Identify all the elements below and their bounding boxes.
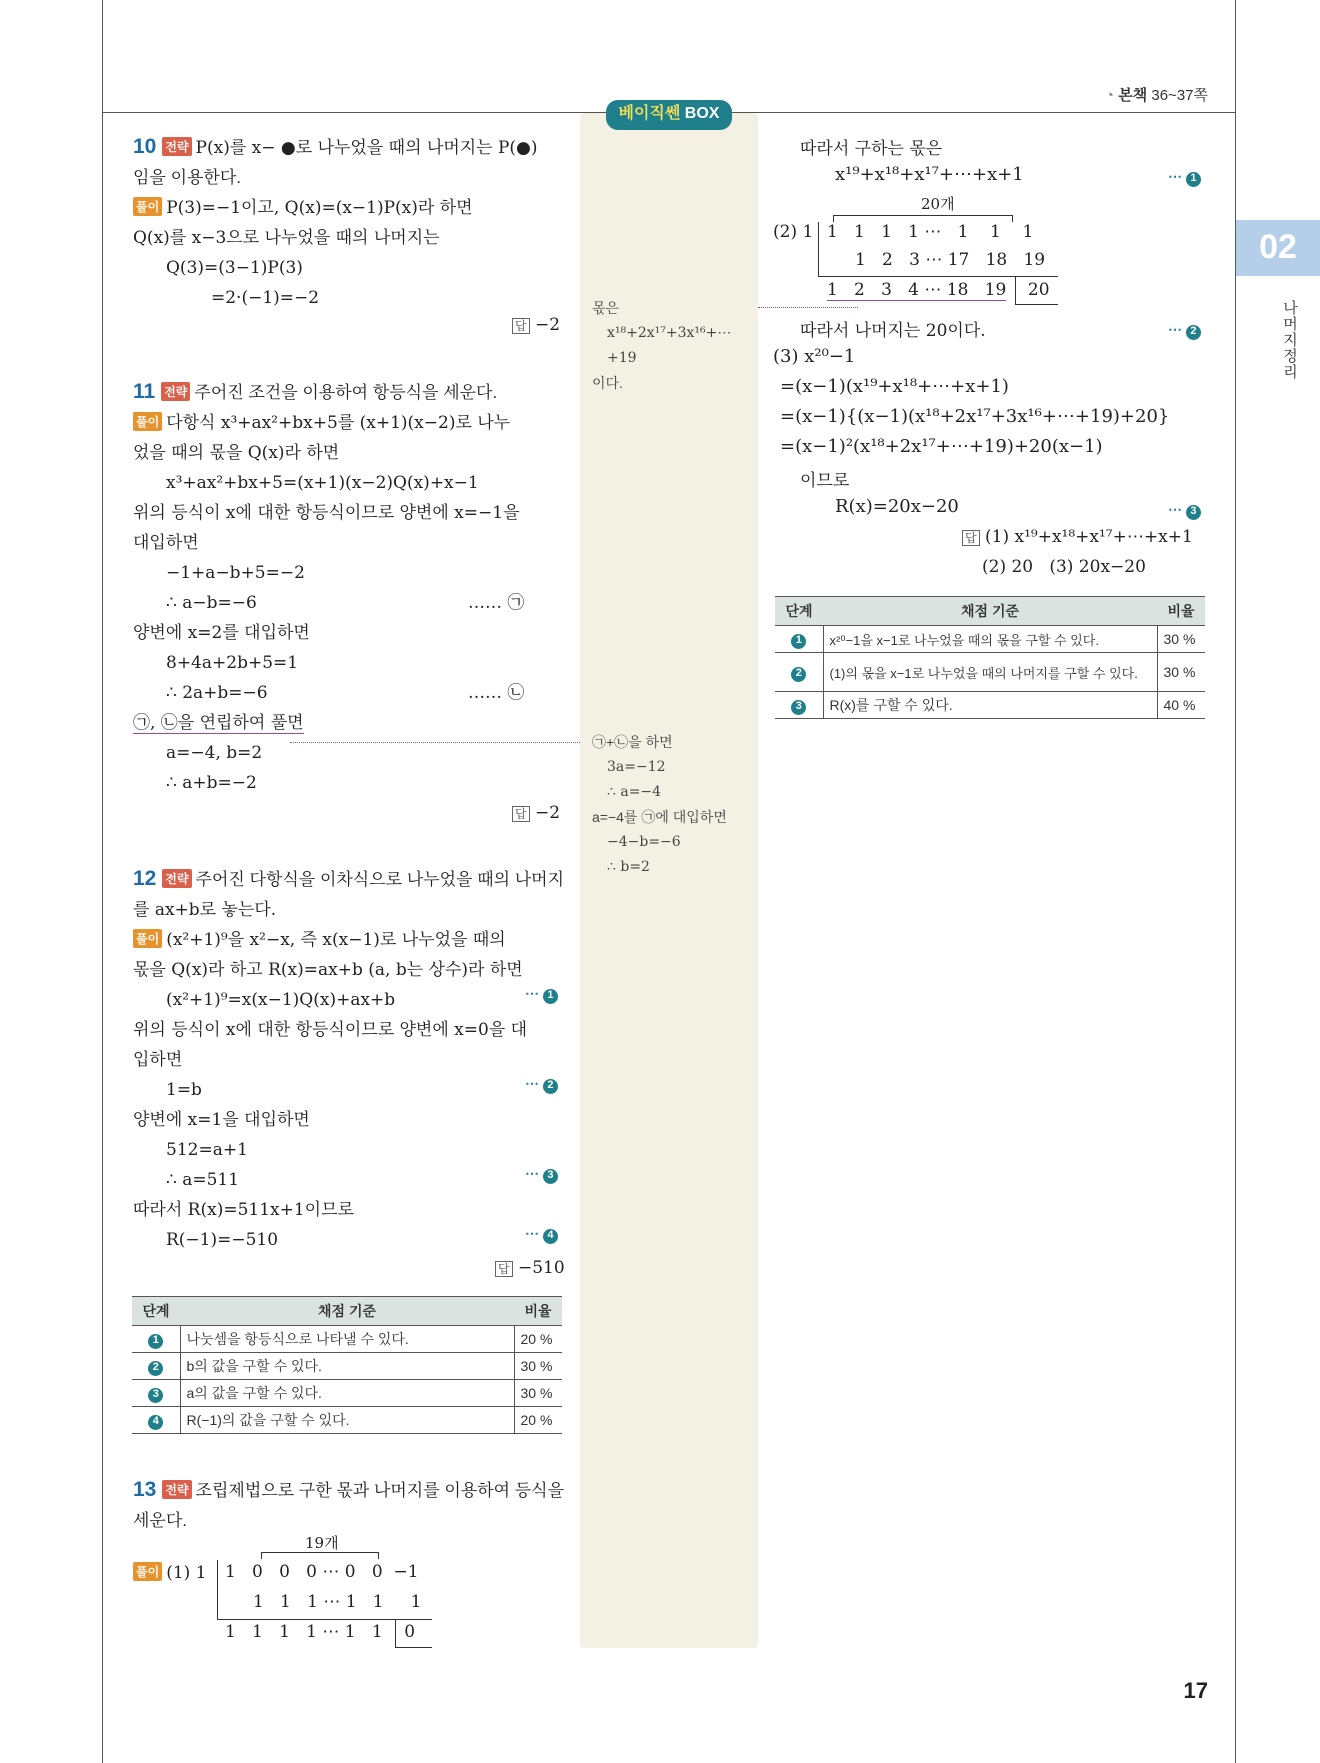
synthetic-division-13: 19개 풀이 (1) 1 1 0 0 0 ⋯ 0 0 −1 1 1 1 ⋯ 1 1 1 1 1 1 1 ⋯ 1 1 0 [133,1530,433,1650]
strategy-tag: 전략 [162,869,191,888]
step-marker-r3: ⋯ 3 [1168,501,1201,520]
question-13: 13 전략 조립제법으로 구한 몫과 나머지를 이용하여 등식을 세운다. [133,1478,565,1530]
step-marker-1: ⋯ 1 [525,985,558,1004]
solution-tag: 풀이 [133,929,162,948]
question-11: 11 전략 주어진 조건을 이용하여 항등식을 세운다. 풀이 다항식 x³+ax²+bx+5를 (x+1)(x−2)로 나누 었을 때의 몫을 Q(x)라 하면 x³+ax²+bx+5=(x+1)(x−2)Q(x)+x−1 위의 등식이 x에 대한 항등식이므로 양변에 x=−1을 대입하면 −1+a−b+5=−2 ∴ a−b=−6 …… ㉠ 양변에 x=2를 대입하면 8+4a+2b+5=1 ∴ 2a+b=−6 …… ㉡ ㉠, ㉡을 연립하여 풀면 a=−4, b=2 ∴ a+b=−2 [133,380,525,793]
table-row: 2 b의 값을 구할 수 있다. 30 % [132,1353,562,1380]
question-12: 12 전략 주어진 다항식을 이차식으로 나누었을 때의 나머지 를 ax+b로 놓는다. 풀이 (x²+1)⁹을 x²−x, 즉 x(x−1)로 나누었을 때의 몫을 Q(x)라 하고 R(x)=ax+b (a, b는 상수)라 하면 (x²+1)⁹=x(x−1)Q(x)+ax+b ⋯ 1 위의 등식이 x에 대한 항등식이므로 양변에 x=0을 대 입하면 1=b ⋯ 2 양변에 x=1을 대입하면 512=a+1 ∴ a=511 ⋯ 3 따라서 R(x)=511x+1이므로 R(−1)=−510 ⋯ 4 [133,867,565,1250]
right-text-2: 이므로 [800,471,850,490]
right-text-remainder: 따라서 나머지는 20이다. [800,321,986,341]
answer-12: 답 −510 [495,1258,565,1278]
step-marker-3: ⋯ 3 [525,1165,558,1184]
solution-tag: 풀이 [133,412,162,431]
answer-icon: 답 [495,1261,513,1277]
question-number: 13 [133,1478,157,1501]
table-row: 2 (1)의 몫을 x−1로 나누었을 때의 나머지를 구할 수 있다. 30 % [775,653,1205,692]
chapter-tab [1236,220,1320,276]
table-row: 3 a의 값을 구할 수 있다. 30 % [132,1380,562,1407]
right-eq-result: R(x)=20x−20 [835,496,959,517]
strategy-tag: 전략 [162,137,191,156]
answer-icon: 답 [512,806,530,822]
page-number: 17 [1183,1678,1208,1703]
solution-tag: 풀이 [133,197,162,216]
answer-11: 답 −2 [512,803,560,823]
connector-line [290,742,580,743]
step-marker-r2: ⋯ 2 [1168,321,1201,340]
answer-icon: 답 [512,318,530,334]
right-eq-5: =(x−1){(x−1)(x¹⁸+2x¹⁷+3x¹⁶+⋯+19)+20} [780,406,1170,427]
right-eq-quotient: x¹⁹+x¹⁸+x¹⁷+⋯+x+1 [835,164,1024,185]
synthetic-division-2: 20개 (2) 1 1 1 1 1 ⋯ 1 1 1 1 2 3 ⋯ 17 18 19 1 2 3 4 ⋯ 18 19 20 [773,190,1073,305]
question-number: 11 [133,380,156,403]
grading-table-13: 단계 채점 기준 비율 1 x²⁰−1을 x−1로 나누었을 때의 몫을 구할 수 있다. 30 % 2 (1)의 몫을 x−1로 나누었을 때의 나머지를 구할 수 있다. 30 % 3 R(x)를 구할 수 있다. 40 % [775,596,1205,719]
step-marker-4: ⋯ 4 [525,1225,558,1244]
right-eq-6: =(x−1)²(x¹⁸+2x¹⁷+⋯+19)+20(x−1) [780,436,1103,457]
question-10: 10 전략 P(x)를 x− ●로 나누었을 때의 나머지는 P(●) 임을 이용한다. 풀이 P(3)=−1이고, Q(x)=(x−1)P(x)라 하면 Q(x)를 x−3으로 나누었을 때의 나머지는 Q(3)=(3−1)P(3) =2·(−1)=−2 [133,135,538,308]
right-eq-3: (3) x²⁰−1 [773,346,856,367]
basic-box-badge: 베이직쎈 BOX [606,100,732,130]
answer-10: 답 −2 [512,315,560,335]
question-number: 10 [133,135,157,158]
answer-icon: 답 [962,530,980,546]
chapter-number: 02 [1259,228,1297,266]
table-row: 1 x²⁰−1을 x−1로 나누었을 때의 몫을 구할 수 있다. 30 % [775,626,1205,653]
strategy-tag: 전략 [161,382,190,401]
page-reference: ◔ 본책 36~37쪽 [1104,87,1208,104]
table-row: 3 R(x)를 구할 수 있다. 40 % [775,692,1205,719]
answer-13-2: (2) 20 (3) 20x−20 [982,557,1146,577]
step-marker-2: ⋯ 2 [525,1075,558,1094]
side-note-2: ㉠+㉡을 하면 3a=−12 ∴ a=−4 a=−4를 ㉠에 대입하면 −4−b=−6 ∴ b=2 [592,734,727,875]
connector-line-2 [758,307,858,308]
answer-13-1: 답 (1) x¹⁹+x¹⁸+x¹⁷+⋯+x+1 [962,527,1193,547]
left-margin-line [102,0,103,1763]
table-row: 4 R(−1)의 값을 구할 수 있다. 20 % [132,1407,562,1434]
side-note-1: 몫은 x¹⁸+2x¹⁷+3x¹⁶+⋯ +19 이다. [592,300,732,391]
book-icon: ◔ [1104,87,1115,104]
right-eq-4: =(x−1)(x¹⁹+x¹⁸+⋯+x+1) [780,376,1009,397]
grading-table-12: 단계 채점 기준 비율 1 나눗셈을 항등식으로 나타낼 수 있다. 20 % 2 b의 값을 구할 수 있다. 30 % 3 a의 값을 구할 수 있다. 30 % 4 R(−1)의 값을 구할 수 있다. 20 % [132,1296,562,1434]
step-marker-r1: ⋯ 1 [1168,168,1201,187]
strategy-tag: 전략 [162,1480,191,1499]
right-text-1: 따라서 구하는 몫은 [800,139,943,159]
question-number: 12 [133,867,157,890]
table-row: 1 나눗셈을 항등식으로 나타낼 수 있다. 20 % [132,1326,562,1353]
chapter-title: 나머지정리 [1281,300,1298,380]
